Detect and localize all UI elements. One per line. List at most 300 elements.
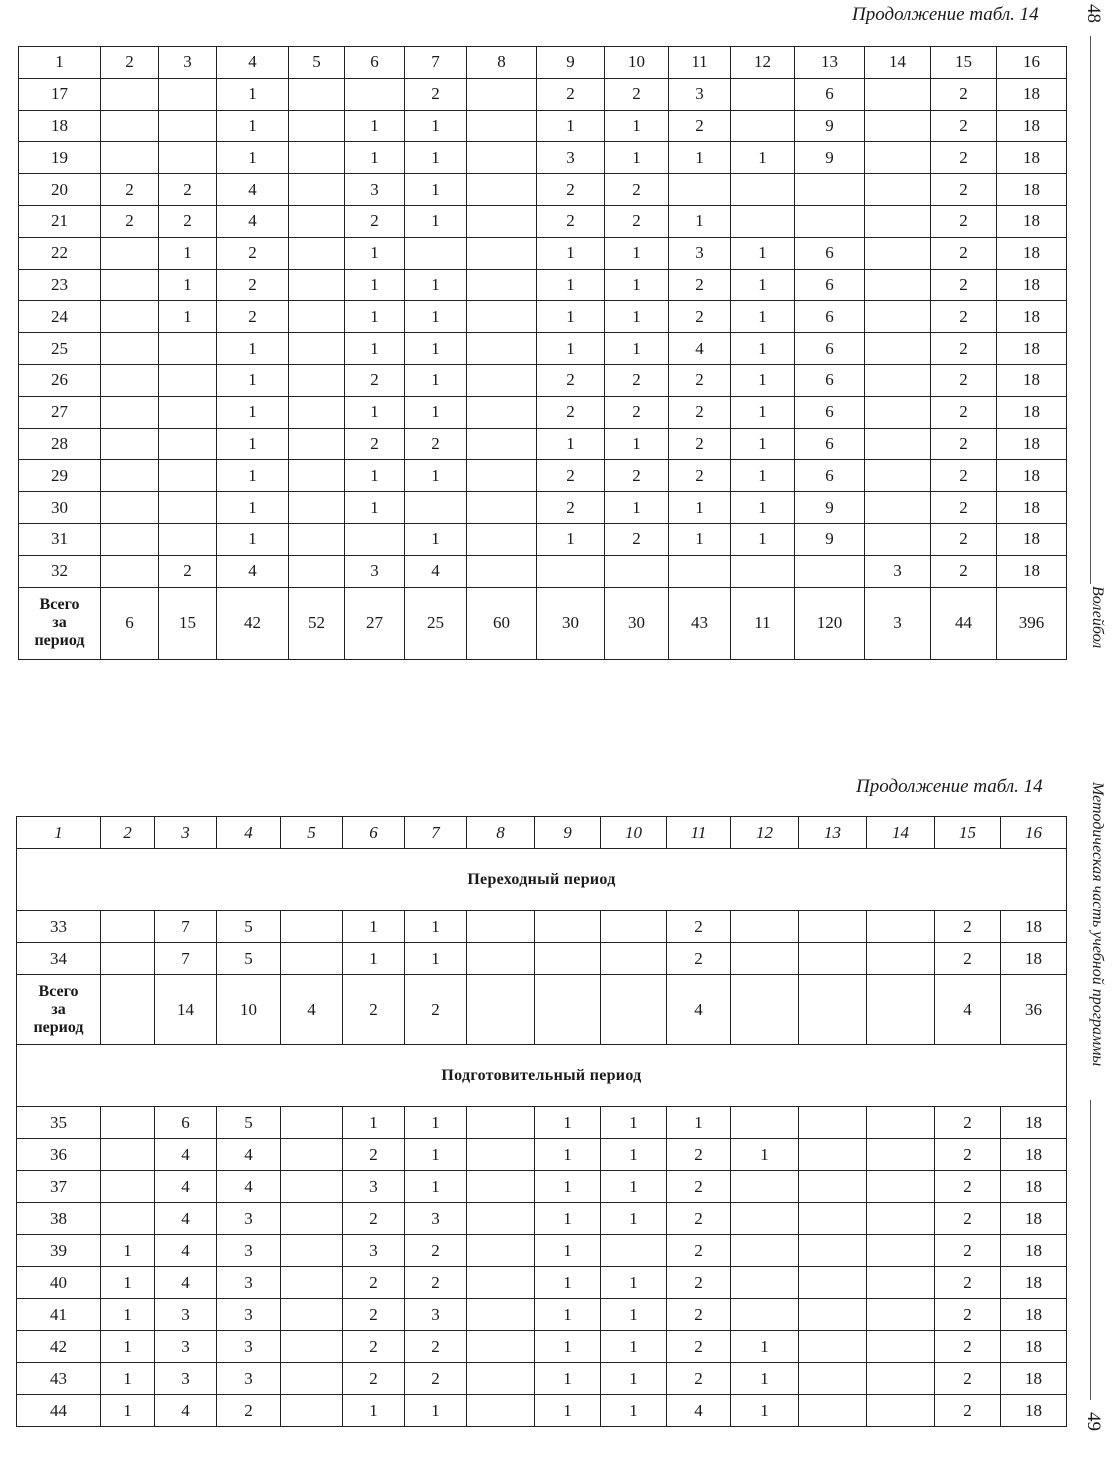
table-cell [467, 1171, 535, 1203]
table-cell [289, 237, 345, 269]
table-cell: 4 [155, 1139, 217, 1171]
table-cell: 1 [535, 1395, 601, 1427]
table-cell: 3 [345, 174, 405, 206]
table-caption-bottom: Продолжение табл. 14 [856, 776, 1043, 797]
margin-rule-bottom [1090, 1100, 1091, 1400]
table-cell [289, 396, 345, 428]
table-cell: 5 [217, 1107, 281, 1139]
table-cell: 18 [997, 301, 1067, 333]
table-cell: 2 [667, 1203, 731, 1235]
table-cell: 2 [935, 1267, 1001, 1299]
table-cell: 2 [669, 364, 731, 396]
table-cell [669, 555, 731, 587]
table-cell [289, 110, 345, 142]
table-cell: 2 [217, 237, 289, 269]
table-cell: 42 [17, 1331, 101, 1363]
table-row [19, 205, 1067, 237]
table-cell: 22 [19, 237, 101, 269]
table-row [17, 1267, 1067, 1299]
table-cell [799, 911, 867, 943]
table-cell: 1 [535, 1171, 601, 1203]
table-cell: 1 [217, 364, 289, 396]
table-cell: 1 [405, 333, 467, 365]
table-cell [281, 1267, 343, 1299]
table-cell: 1 [601, 1171, 667, 1203]
table-cell: 2 [931, 142, 997, 174]
total-cell: 60 [467, 587, 537, 659]
table-cell [467, 237, 537, 269]
total-cell: 36 [1001, 975, 1067, 1045]
table-row [17, 1331, 1067, 1363]
table-cell: 11 [667, 817, 731, 849]
table-cell: 1 [667, 1107, 731, 1139]
total-cell: 42 [217, 587, 289, 659]
table-cell: 4 [217, 47, 289, 79]
table-row [19, 269, 1067, 301]
total-cell: 396 [997, 587, 1067, 659]
table-cell [799, 1235, 867, 1267]
table-cell: 1 [601, 1267, 667, 1299]
table-cell [281, 1107, 343, 1139]
schedule-table-top [18, 46, 1067, 660]
table-cell [867, 1171, 935, 1203]
table-cell [101, 1139, 155, 1171]
table-cell: 1 [731, 1363, 799, 1395]
table-row [17, 1235, 1067, 1267]
table-cell: 2 [159, 555, 217, 587]
table-cell: 2 [343, 1139, 405, 1171]
table-cell: 1 [159, 301, 217, 333]
table-cell [345, 523, 405, 555]
table-cell: 20 [19, 174, 101, 206]
table-row [19, 78, 1067, 110]
table-cell: 3 [217, 1363, 281, 1395]
table-cell: 1 [217, 523, 289, 555]
table-cell [281, 1363, 343, 1395]
table-cell: 18 [1001, 1331, 1067, 1363]
table-cell: 1 [731, 364, 795, 396]
table-cell: 12 [731, 817, 799, 849]
table-cell [799, 1331, 867, 1363]
table-row [17, 1203, 1067, 1235]
table-cell: 18 [997, 333, 1067, 365]
table-cell [467, 555, 537, 587]
table-cell: 5 [281, 817, 343, 849]
section-title: Подготовительный период [17, 1045, 1067, 1107]
table-row [19, 555, 1067, 587]
table-cell: 4 [669, 333, 731, 365]
total-cell: 4 [667, 975, 731, 1045]
table-cell: 29 [19, 460, 101, 492]
table-cell: 5 [289, 47, 345, 79]
table-cell [731, 1235, 799, 1267]
table-cell: 1 [217, 142, 289, 174]
table-cell [159, 110, 217, 142]
table-cell [537, 555, 605, 587]
table-cell: 18 [1001, 1203, 1067, 1235]
table-cell: 1 [601, 1299, 667, 1331]
table-cell: 2 [667, 911, 731, 943]
table-cell [405, 237, 467, 269]
table-cell [101, 78, 159, 110]
table-cell: 32 [19, 555, 101, 587]
table-cell: 1 [731, 142, 795, 174]
table-cell: 43 [17, 1363, 101, 1395]
table-cell: 1 [405, 1139, 467, 1171]
table-cell [795, 174, 865, 206]
table-cell: 1 [101, 1267, 155, 1299]
table-cell [281, 911, 343, 943]
table-cell: 8 [467, 817, 535, 849]
table-cell [101, 555, 159, 587]
table-cell [467, 142, 537, 174]
table-cell: 38 [17, 1203, 101, 1235]
table-row [19, 428, 1067, 460]
table-cell: 2 [935, 1331, 1001, 1363]
table-cell [467, 301, 537, 333]
total-cell: 25 [405, 587, 467, 659]
table-cell: 44 [17, 1395, 101, 1427]
table-cell: 1 [731, 269, 795, 301]
table-cell: 7 [155, 943, 217, 975]
table-cell: 1 [605, 110, 669, 142]
table-cell: 18 [997, 142, 1067, 174]
header-row [17, 817, 1067, 849]
table-cell: 2 [345, 428, 405, 460]
table-row [17, 1299, 1067, 1331]
table-cell [281, 1171, 343, 1203]
table-cell: 1 [731, 460, 795, 492]
table-cell: 18 [997, 460, 1067, 492]
table-cell: 1 [17, 817, 101, 849]
table-cell: 28 [19, 428, 101, 460]
table-cell [867, 1235, 935, 1267]
table-cell: 8 [467, 47, 537, 79]
table-cell [281, 1235, 343, 1267]
table-cell [865, 333, 931, 365]
table-cell [467, 1203, 535, 1235]
table-cell [101, 523, 159, 555]
table-cell: 2 [669, 110, 731, 142]
table-cell: 24 [19, 301, 101, 333]
table-cell: 2 [537, 205, 605, 237]
table-cell: 1 [101, 1363, 155, 1395]
total-cell: 4 [935, 975, 1001, 1045]
table-cell: 2 [667, 1331, 731, 1363]
table-cell: 30 [19, 492, 101, 524]
table-cell: 2 [537, 174, 605, 206]
table-cell [467, 205, 537, 237]
table-cell: 3 [669, 78, 731, 110]
table-cell: 1 [217, 110, 289, 142]
table-cell [289, 460, 345, 492]
table-cell [159, 396, 217, 428]
table-cell: 2 [345, 364, 405, 396]
table-cell: 2 [667, 1139, 731, 1171]
table-cell: 1 [217, 460, 289, 492]
table-cell [799, 1267, 867, 1299]
table-cell: 1 [345, 460, 405, 492]
total-cell: 6 [101, 587, 159, 659]
table-cell [467, 110, 537, 142]
table-cell: 1 [537, 110, 605, 142]
total-cell: 30 [537, 587, 605, 659]
table-cell: 1 [159, 269, 217, 301]
table-cell: 2 [343, 1363, 405, 1395]
table-cell [281, 1139, 343, 1171]
table-cell: 10 [601, 817, 667, 849]
table-cell [867, 943, 935, 975]
table-cell: 9 [795, 142, 865, 174]
table-cell: 1 [345, 237, 405, 269]
table-cell: 1 [405, 110, 467, 142]
table-cell [467, 1139, 535, 1171]
table-cell [101, 1203, 155, 1235]
table-cell: 2 [537, 78, 605, 110]
table-cell: 9 [795, 110, 865, 142]
table-cell: 4 [217, 1171, 281, 1203]
table-cell: 41 [17, 1299, 101, 1331]
table-cell: 2 [405, 1363, 467, 1395]
table-cell [289, 428, 345, 460]
table-cell: 4 [155, 1171, 217, 1203]
table-cell: 1 [601, 1363, 667, 1395]
table-cell: 1 [535, 1331, 601, 1363]
table-cell: 2 [537, 492, 605, 524]
table-cell [669, 174, 731, 206]
table-cell [865, 142, 931, 174]
table-cell [101, 269, 159, 301]
table-cell: 2 [667, 1299, 731, 1331]
table-cell: 7 [155, 911, 217, 943]
table-cell: 3 [155, 1363, 217, 1395]
table-cell: 1 [535, 1107, 601, 1139]
table-cell: 2 [931, 205, 997, 237]
table-cell: 15 [935, 817, 1001, 849]
table-cell: 2 [931, 269, 997, 301]
table-cell [799, 1363, 867, 1395]
table-cell: 2 [669, 460, 731, 492]
table-cell [467, 269, 537, 301]
table-cell [865, 78, 931, 110]
table-cell: 1 [101, 1395, 155, 1427]
table-cell: 2 [931, 174, 997, 206]
table-cell: 2 [101, 205, 159, 237]
table-cell: 25 [19, 333, 101, 365]
table-cell: 15 [931, 47, 997, 79]
page-number-49: 49 [1083, 1412, 1104, 1431]
table-cell [731, 1267, 799, 1299]
table-cell: 2 [343, 1299, 405, 1331]
table-cell: 2 [101, 47, 159, 79]
table-cell: 23 [19, 269, 101, 301]
table-cell [289, 301, 345, 333]
table-cell: 1 [601, 1395, 667, 1427]
table-cell: 2 [935, 1107, 1001, 1139]
table-cell [467, 1107, 535, 1139]
table-row [17, 911, 1067, 943]
table-cell: 3 [155, 817, 217, 849]
table-cell: 1 [669, 142, 731, 174]
table-cell: 1 [535, 1235, 601, 1267]
table-cell: 1 [217, 333, 289, 365]
table-cell: 1 [405, 1107, 467, 1139]
table-cell [799, 1107, 867, 1139]
total-label-line: Всего [39, 596, 80, 614]
table-cell [467, 943, 535, 975]
table-cell: 2 [931, 460, 997, 492]
table-cell: 1 [343, 1395, 405, 1427]
table-cell: 2 [931, 492, 997, 524]
table-cell [159, 142, 217, 174]
total-cell: 30 [605, 587, 669, 659]
total-cell: 3 [865, 587, 931, 659]
table-cell: 4 [667, 1395, 731, 1427]
table-cell: 1 [731, 396, 795, 428]
running-head-left: Волейбол [1089, 586, 1106, 649]
table-cell: 6 [795, 333, 865, 365]
table-cell: 19 [19, 142, 101, 174]
table-cell [795, 205, 865, 237]
table-cell [795, 555, 865, 587]
table-caption-top: Продолжение табл. 14 [852, 4, 1039, 25]
table-cell: 12 [731, 47, 795, 79]
table-cell: 18 [997, 110, 1067, 142]
table-cell [867, 1299, 935, 1331]
table-cell [101, 943, 155, 975]
table-cell [281, 1299, 343, 1331]
table-cell: 2 [931, 333, 997, 365]
table-cell [867, 1107, 935, 1139]
section-row [17, 1045, 1067, 1107]
table-cell: 9 [795, 492, 865, 524]
table-cell [865, 110, 931, 142]
table-cell: 18 [997, 205, 1067, 237]
table-cell: 1 [343, 943, 405, 975]
table-cell [467, 364, 537, 396]
table-cell [159, 460, 217, 492]
table-cell: 3 [217, 1267, 281, 1299]
table-cell [467, 523, 537, 555]
total-cell: 14 [155, 975, 217, 1045]
table-cell: 2 [405, 428, 467, 460]
table-cell: 1 [537, 523, 605, 555]
table-cell [289, 142, 345, 174]
table-cell: 3 [217, 1203, 281, 1235]
table-cell [101, 110, 159, 142]
table-cell: 2 [935, 1235, 1001, 1267]
table-cell [865, 301, 931, 333]
table-cell: 6 [155, 1107, 217, 1139]
table-cell [101, 1171, 155, 1203]
table-cell [289, 78, 345, 110]
table-cell: 2 [605, 523, 669, 555]
table-cell: 3 [537, 142, 605, 174]
table-cell: 18 [1001, 1363, 1067, 1395]
table-cell: 2 [405, 1267, 467, 1299]
table-cell: 2 [931, 396, 997, 428]
table-cell: 2 [405, 1235, 467, 1267]
table-cell: 1 [605, 301, 669, 333]
table-cell: 18 [997, 523, 1067, 555]
table-cell [867, 1395, 935, 1427]
table-cell [799, 1299, 867, 1331]
total-label-line: за [52, 614, 67, 632]
table-cell: 36 [17, 1139, 101, 1171]
total-cell: 11 [731, 587, 795, 659]
total-cell: 4 [281, 975, 343, 1045]
table-cell: 13 [799, 817, 867, 849]
total-cell: 52 [289, 587, 345, 659]
table-cell [601, 911, 667, 943]
table-cell [101, 492, 159, 524]
table-cell: 1 [217, 396, 289, 428]
table-cell: 34 [17, 943, 101, 975]
table-cell [865, 428, 931, 460]
total-label-line: за [51, 1000, 66, 1018]
table-cell: 18 [1001, 1171, 1067, 1203]
table-cell [865, 205, 931, 237]
section-title: Переходный период [17, 849, 1067, 911]
table-row [19, 523, 1067, 555]
total-cell: 120 [795, 587, 865, 659]
table-cell: 2 [931, 523, 997, 555]
table-cell [101, 1107, 155, 1139]
table-cell [281, 1203, 343, 1235]
table-body-top [19, 47, 1067, 660]
total-label-line: период [33, 1018, 84, 1036]
table-cell: 1 [405, 205, 467, 237]
table-cell: 1 [535, 1299, 601, 1331]
table-body-bottom [17, 817, 1067, 1427]
table-cell: 26 [19, 364, 101, 396]
table-cell: 2 [537, 460, 605, 492]
table-cell: 1 [405, 1171, 467, 1203]
table-cell: 1 [731, 1395, 799, 1427]
table-cell: 2 [537, 364, 605, 396]
table-cell [159, 523, 217, 555]
table-cell [601, 943, 667, 975]
table-cell: 4 [155, 1267, 217, 1299]
table-cell [467, 1395, 535, 1427]
table-cell [731, 555, 795, 587]
table-cell: 3 [865, 555, 931, 587]
table-cell [731, 78, 795, 110]
table-cell: 1 [405, 269, 467, 301]
table-cell: 1 [19, 47, 101, 79]
table-cell: 2 [605, 396, 669, 428]
table-cell: 1 [217, 428, 289, 460]
table-cell: 1 [405, 142, 467, 174]
table-cell: 7 [405, 47, 467, 79]
table-cell: 1 [605, 142, 669, 174]
table-cell [867, 1363, 935, 1395]
table-cell: 2 [669, 428, 731, 460]
table-cell [289, 333, 345, 365]
table-cell: 2 [605, 364, 669, 396]
table-cell [467, 1363, 535, 1395]
table-cell [865, 237, 931, 269]
total-label [19, 587, 101, 659]
table-cell: 3 [217, 1299, 281, 1331]
table-cell: 6 [345, 47, 405, 79]
table-cell: 1 [537, 333, 605, 365]
table-cell: 2 [343, 1331, 405, 1363]
table-cell: 1 [535, 1203, 601, 1235]
table-cell: 1 [535, 1267, 601, 1299]
table-row [17, 1171, 1067, 1203]
section-row [17, 849, 1067, 911]
